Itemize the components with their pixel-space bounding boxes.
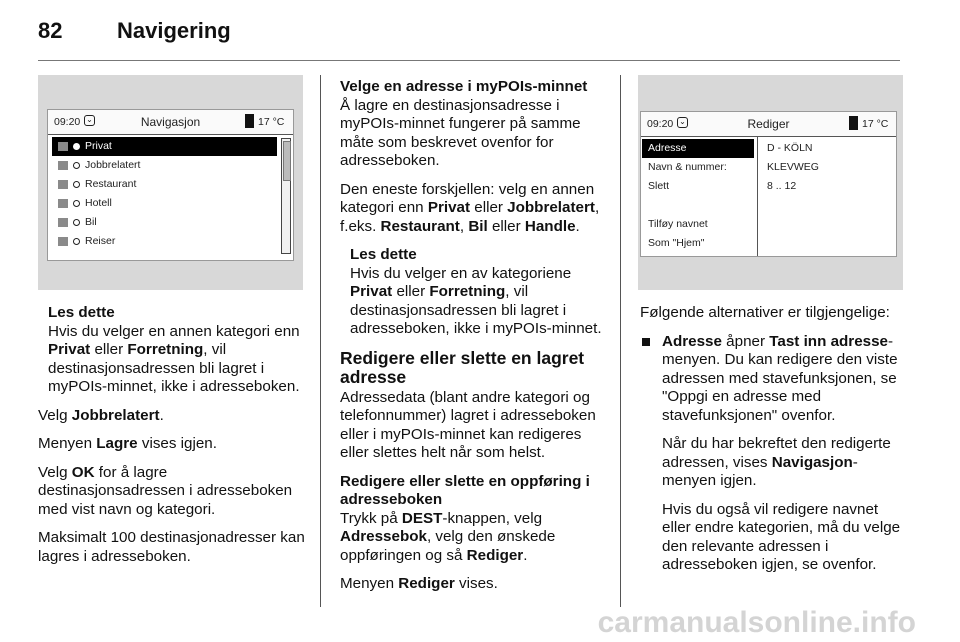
note-box: [350, 246, 606, 339]
header-rule: [38, 60, 900, 61]
edit-option-hjem[interactable]: Som "Hjem": [648, 237, 705, 249]
list-item[interactable]: Restaurant: [52, 175, 277, 194]
screen-title: Rediger: [747, 117, 790, 131]
category-icon: [58, 161, 68, 170]
paragraph: Velg Jobbrelatert.: [38, 406, 164, 424]
clock-icon: ⌄: [84, 115, 95, 126]
page-title: Navigering: [117, 18, 231, 43]
note-text: Hvis du velger en annen kategori enn Privat eller Forretning, vil destinasjonsadressen bli lagret i myPOIs-minnet, ikke i adresseboken.: [48, 322, 300, 395]
bullet-subparagraph: Når du har bekreftet den redigerte adressen, vises Navigasjon-menyen igjen.: [662, 435, 891, 489]
column-separator: [757, 137, 758, 256]
subheading: Redigere eller slette en oppføring i adresseboken: [340, 472, 590, 508]
category-icon: [58, 218, 68, 227]
bullet-subparagraph: Hvis du også vil redigere navnet eller endre kategorien, må du velge den relevante adressen i adresseboken igjen, se ovenfor.: [662, 500, 901, 573]
category-icon: [58, 237, 68, 246]
value-street: KLEVWEG: [767, 161, 819, 173]
paragraph: Menyen Lagre vises igjen.: [38, 435, 217, 452]
category-icon: [58, 199, 68, 208]
column-3: [640, 304, 906, 585]
fuel-icon: [245, 114, 254, 128]
value-number: 8 .. 12: [767, 180, 797, 192]
note-text: Hvis du velger en av kategoriene Privat eller Forretning, vil destinasjonsadressen bli lagret i adresseboken, ikke i myPOIs-minnet.: [350, 264, 602, 337]
radio-icon: [73, 181, 80, 188]
status-bar: [48, 110, 293, 135]
edit-option-navn[interactable]: Navn & nummer:: [648, 161, 727, 173]
temperature: 17 °C: [258, 116, 285, 128]
edit-option-adresse[interactable]: Adresse: [642, 139, 754, 158]
scrollbar[interactable]: [281, 138, 291, 254]
device-screen: [47, 109, 294, 261]
section-heading: Redigere eller slette en lagret adresse: [340, 347, 585, 387]
device-screen: [640, 111, 897, 257]
bullet-icon: [642, 338, 650, 346]
list-item[interactable]: Jobbrelatert: [52, 156, 277, 175]
scrollbar-thumb[interactable]: [283, 141, 291, 181]
clock-icon: ⌄: [677, 117, 688, 128]
value-city: D - KÖLN: [767, 142, 813, 154]
list-item[interactable]: Hotell: [52, 194, 277, 213]
list-item[interactable]: Privat: [52, 137, 277, 156]
list-item[interactable]: Bil: [52, 213, 277, 232]
paragraph: Å lagre en destinasjonsadresse i myPOIs-minnet fungerer på samme måte som beskrevet ovenfor for adresseboken.: [340, 96, 581, 169]
radio-icon: [73, 143, 80, 150]
paragraph: Den eneste forskjellen: velg en annen kategori enn Privat eller Jobbrelatert, f.eks. Restaurant, Bil eller Handle.: [340, 180, 600, 235]
paragraph: Menyen Rediger vises.: [340, 575, 498, 592]
category-icon: [58, 180, 68, 189]
clock-time: 09:20: [54, 116, 81, 128]
column-2: [340, 78, 606, 604]
list-item[interactable]: Reiser: [52, 232, 277, 251]
note-title: Les dette: [350, 246, 417, 263]
radio-icon: [73, 219, 80, 226]
radio-icon: [73, 162, 80, 169]
status-bar: [641, 112, 896, 137]
radio-icon: [73, 238, 80, 245]
paragraph: Maksimalt 100 destinasjonadresser kan lagres i adresseboken.: [38, 529, 305, 565]
screenshot-rediger: [638, 75, 903, 290]
column-divider-1: [320, 75, 321, 607]
edit-option-tilfoy[interactable]: Tilføy navnet: [648, 218, 708, 230]
column-divider-2: [620, 75, 621, 607]
edit-option-slett[interactable]: Slett: [648, 180, 670, 192]
clock-time: 09:20: [647, 118, 674, 130]
radio-icon: [73, 200, 80, 207]
watermark: carmanualsonline.info: [597, 606, 916, 639]
column-1: [38, 304, 306, 576]
note-title: Les dette: [48, 304, 115, 321]
paragraph: Adressedata (blant andre kategori og telefonnummer) lagret i adresseboken eller i myPOIs-minnet kan redigeres eller slettes helt når som helst.: [340, 388, 596, 461]
screenshot-navigasjon: [38, 75, 303, 290]
screen-title: Navigasjon: [140, 115, 201, 129]
paragraph: Velg OK for å lagre destinasjonsadressen i adresseboken med vist navn og kategori.: [38, 463, 293, 518]
bullet-item: Adresse åpner Tast inn adresse-menyen. Du kan redigere den viste adressen med stavefunksjonen, se "Oppgi en adresse med stavefunksjonen" ovenfor.: [640, 333, 906, 426]
temperature: 17 °C: [862, 118, 889, 130]
category-icon: [58, 142, 68, 151]
subheading: Velge en adresse i myPOIs-minnet: [340, 78, 588, 95]
fuel-icon: [849, 116, 858, 130]
page-number: 82: [38, 18, 63, 43]
paragraph: Følgende alternativer er tilgjengelige:: [640, 304, 890, 321]
note-box: [48, 304, 306, 397]
paragraph: Trykk på DEST-knappen, velg Adressebok, velg den ønskede oppføringen og så Rediger.: [340, 509, 556, 564]
